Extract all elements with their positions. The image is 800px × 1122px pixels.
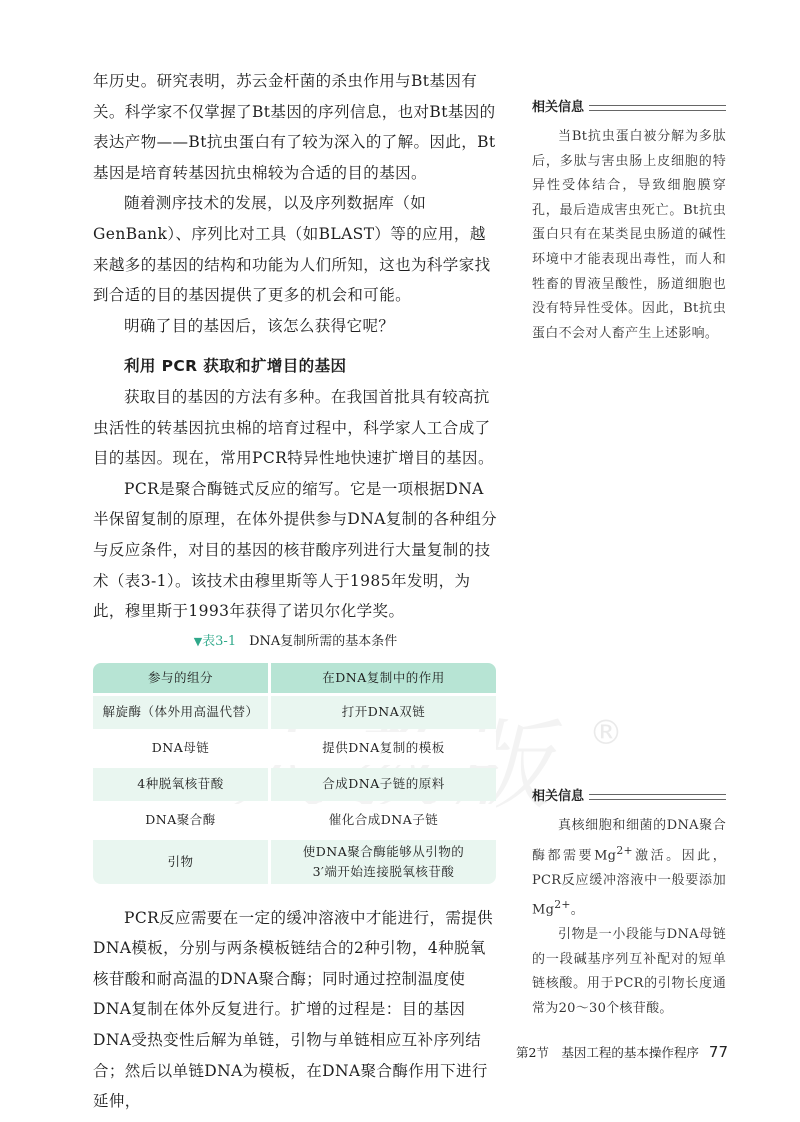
sidebar-text-polymerase: 真核细胞和细菌的DNA聚合酶都需要$Mg^{2+}$激活。因此，PCR反应缓冲溶液中一般要添加$Mg^{2+}$。 — [532, 818, 726, 918]
table-row — [93, 804, 496, 837]
table-cell: 引物 — [93, 840, 268, 884]
table-row — [93, 840, 496, 884]
table-header-component: 参与的组分 — [93, 663, 268, 693]
sidebar-rule — [589, 794, 726, 800]
main-text-column — [93, 66, 498, 1117]
table-cell: 提供DNA复制的模板 — [268, 732, 496, 765]
caption-triangle-icon: ▼ — [193, 634, 203, 648]
sidebar-header — [532, 787, 726, 807]
paragraph-sequencing: 随着测序技术的发展，以及序列数据库（如GenBank）、序列比对工具（如BLAST）等的应用，越来越多的基因的结构和功能为人们所知，这也为科学家找到合适的目的基因提供了更多的机会和可能。 — [93, 194, 491, 305]
paragraph-pcr-process: PCR反应需要在一定的缓冲溶液中才能进行，需提供DNA模板，分别与两条模板链结合的2种引物，4种脱氧核苷酸和耐高温的DNA聚合酶；同时通过控制温度使DNA复制在体外反复进行。扩增的过程是：目的基因DNA受热变性后解为单链，引物与单链相应互补序列结合；然后以单链DNA为模板，在DNA聚合酶作用下进行延伸， — [93, 908, 494, 1111]
table-cell: DNA母链 — [93, 732, 268, 765]
sidebar-rule — [589, 105, 726, 111]
page-footer — [516, 1043, 728, 1061]
footer-section-title: 第2节 基因工程的基本操作程序 — [515, 1045, 699, 1060]
cell-line: 使DNA聚合酶能够从引物的 — [302, 843, 465, 859]
section-heading-pcr: 利用 PCR 获取和扩增目的基因 — [124, 357, 347, 376]
cell-line: 3′端开始连接脱氧核苷酸 — [312, 863, 455, 879]
sidebar-title: 相关信息 — [532, 99, 585, 115]
table-cell: 解旋酶（体外用高温代替） — [93, 696, 268, 729]
table-cell: 合成DNA子链的原料 — [268, 768, 496, 801]
table-cell: 催化合成DNA子链 — [268, 804, 496, 837]
dna-replication-conditions-table — [93, 660, 496, 887]
page-number: 77 — [708, 1043, 728, 1061]
table-cell: DNA聚合酶 — [93, 804, 268, 837]
paragraph-pcr-definition: PCR是聚合酶链式反应的缩写。它是一项根据DNA半保留复制的原理，在体外提供参与DNA复制的各种组分与反应条件，对目的基因的核苷酸序列进行大量复制的技术（表3-1）。该技术由穆里斯等人于1985年发明，为此，穆里斯于1993年获得了诺贝尔化学奖。 — [93, 479, 498, 621]
table-caption — [93, 631, 498, 653]
sidebar-related-info-2 — [532, 787, 726, 1021]
sidebar-text: 当Bt抗虫蛋白被分解为多肽后，多肽与害虫肠上皮细胞的特异性受体结合，导致细胞膜穿孔，最后造成害虫死亡。Bt抗虫蛋白只有在某类昆虫肠道的碱性环境中才能表现出毒性，而人和牲畜的胃液呈酸性，肠道细胞也没有特异性受体。因此，Bt抗虫蛋白不会对人畜产生上述影响。 — [532, 129, 726, 341]
table-title: DNA复制所需的基本条件 — [249, 633, 398, 649]
table-header-role: 在DNA复制中的作用 — [268, 663, 496, 693]
table-row — [93, 696, 496, 729]
sidebar-related-info-1 — [532, 98, 726, 346]
table-cell-multiline — [268, 840, 496, 884]
sidebar-header — [532, 98, 726, 118]
sidebar-title: 相关信息 — [532, 788, 585, 804]
table-row — [93, 732, 496, 765]
table-header-row — [93, 663, 496, 693]
table-cell: 打开DNA双链 — [268, 696, 496, 729]
sidebar-text-primer: 引物是一小段能与DNA母链的一段碱基序列互补配对的短单链核酸。用于PCR的引物长度通常为20～30个核苷酸。 — [532, 927, 726, 1016]
table-number: 表3-1 — [202, 633, 237, 649]
paragraph-bt-gene: 年历史。研究表明，苏云金杆菌的杀虫作用与Bt基因有关。科学家不仅掌握了Bt基因的序列信息，也对Bt基因的表达产物——Bt抗虫蛋白有了较为深入的了解。因此，Bt基因是培育转基因抗虫棉较为合适的目的基因。 — [93, 72, 496, 182]
registered-mark: ® — [589, 713, 623, 753]
paragraph-methods: 获取目的基因的方法有多种。在我国首批具有较高抗虫活性的转基因抗虫棉的培育过程中，科学家人工合成了目的基因。现在，常用PCR特异性地快速扩增目的基因。 — [93, 387, 494, 468]
table-cell: 4种脱氧核苷酸 — [93, 768, 268, 801]
paragraph-question: 明确了目的基因后，该怎么获得它呢？ — [124, 316, 395, 335]
table-row — [93, 768, 496, 801]
